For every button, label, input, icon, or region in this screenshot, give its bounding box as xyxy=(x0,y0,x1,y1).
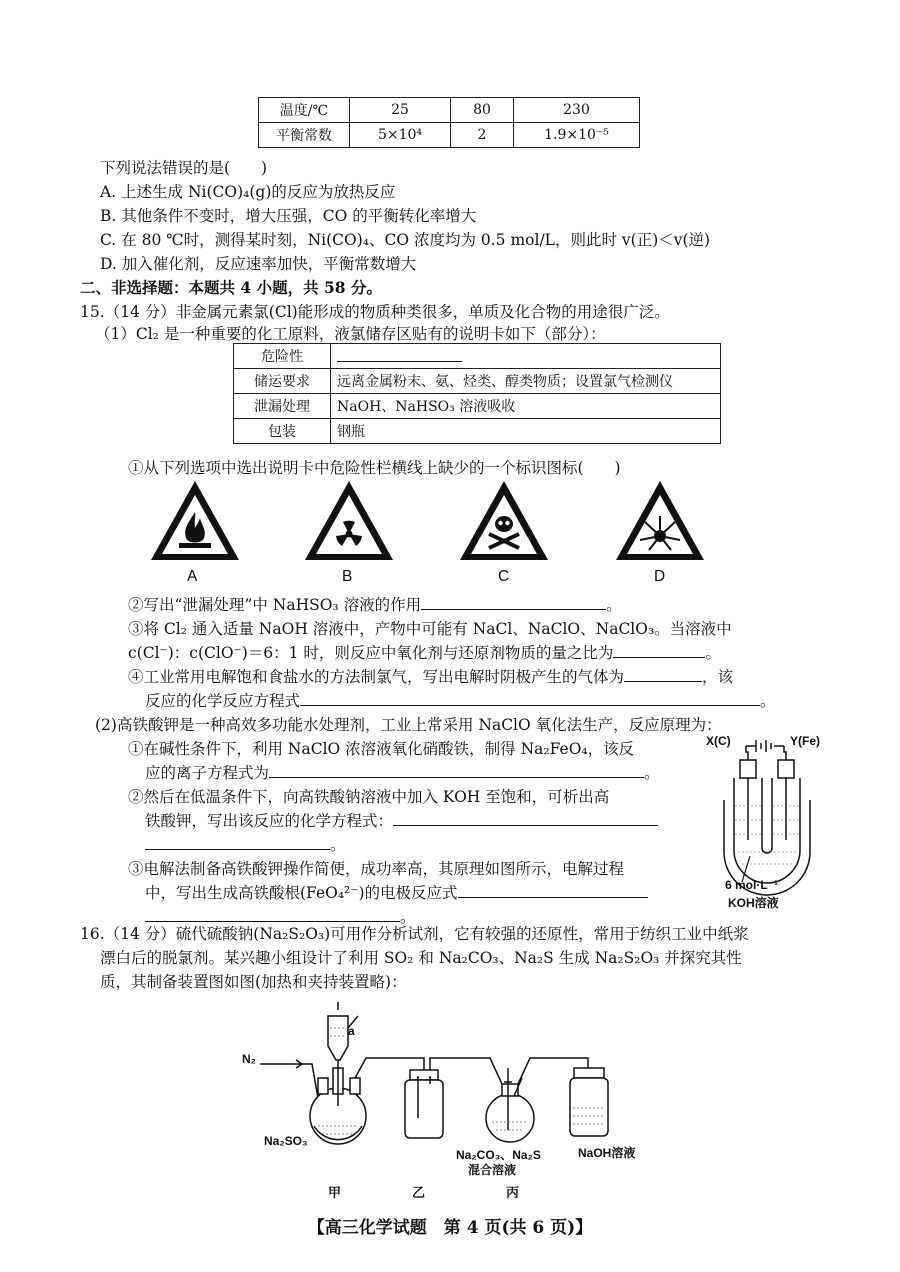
card-key: 危险性 xyxy=(234,344,331,369)
sub-question-text: ②写出“泄漏处理”中 NaHSO₃ 溶液的作用 xyxy=(128,596,422,614)
answer-blank[interactable] xyxy=(269,762,644,779)
card-value xyxy=(331,344,721,369)
equilibrium-constant-table xyxy=(258,97,640,148)
part2-sub3-line2 xyxy=(145,881,648,903)
part2-sub1-line2: 应的离子方程式为 。 xyxy=(145,761,660,783)
answer-blank[interactable] xyxy=(624,666,702,683)
table-cell: 230 xyxy=(514,98,640,123)
table-row xyxy=(234,419,721,444)
sub-question-3-line2: c(Cl⁻)：c(ClO⁻)＝6：1 时，则反应中氧化剂与还原剂物质的量之比为 。 xyxy=(128,641,721,663)
sub-question-text: 中，写出生成高铁酸根(FeO₄²⁻)的电极反应式 xyxy=(145,884,458,902)
sub-question-4-line2: 反应的化学反应方程式 。 xyxy=(145,689,776,711)
sub-question-4-line1 xyxy=(128,665,733,687)
option-c: C. 在 80 ℃时，测得某时刻，Ni(CO)₄、CO 浓度均为 0.5 mol/L，则此时 v(正)＜v(逆) xyxy=(100,231,711,249)
question-16-line3: 质，其制备装置图如图(加热和夹持装置略)： xyxy=(100,973,407,991)
table-row xyxy=(234,394,721,419)
table-cell: 温度/℃ xyxy=(259,98,350,123)
apparatus-bing-label: 丙 xyxy=(506,1185,520,1200)
card-value: 远离金属粉末、氨、烃类、醇类物质；设置氯气检测仪 xyxy=(331,369,721,394)
table-row xyxy=(234,344,721,369)
naoh-solution-label: NaOH溶液 xyxy=(578,1146,636,1160)
question-16-line2: 漂白后的脱氯剂。某兴趣小组设计了利用 SO₂ 和 Na₂CO₃、Na₂S 生成 Na₂S₂O₃ 并探究其性 xyxy=(100,949,742,967)
table-row xyxy=(259,123,640,148)
card-value: 钢瓶 xyxy=(331,419,721,444)
option-b: B. 其他条件不变时，增大压强，CO 的平衡转化率增大 xyxy=(100,207,477,225)
answer-blank[interactable] xyxy=(145,906,400,923)
answer-blank[interactable] xyxy=(145,834,330,851)
chlorine-info-card xyxy=(233,343,721,444)
mixed-solution-label: 混合溶液 xyxy=(468,1163,517,1177)
sub-question-text: 铁酸钾，写出该反应的化学方程式： xyxy=(145,812,394,830)
question-16-line1: 16.（14 分）硫代硫酸钠(Na₂S₂O₃)可用作分析试剂，它有较强的还原性，常用于纺织工业中纸浆 xyxy=(80,925,749,943)
question-15-part2: (2)高铁酸钾是一种高效多功能水处理剂，工业上常采用 NaClO 氧化法生产，反应原理为： xyxy=(95,716,722,734)
part2-sub3-line3: 。 xyxy=(145,905,416,927)
explosive-hazard-icon[interactable] xyxy=(613,478,707,564)
answer-blank[interactable] xyxy=(300,690,760,707)
funnel-a-label: a xyxy=(348,1024,355,1038)
sub-question-text: 应的离子方程式为 xyxy=(145,764,270,782)
apparatus-jia-label: 甲 xyxy=(328,1185,342,1200)
part2-sub3-line1: ③电解法制备高铁酸钾操作简便，成功率高，其原理如图所示，电解过程 xyxy=(128,860,625,878)
electrolyte-concentration: 6 mol·L⁻¹ xyxy=(725,878,778,892)
question-15-stem: 15.（14 分）非金属元素氯(Cl)能形成的物质种类很多，单质及化合物的用途很广泛。 xyxy=(80,303,670,321)
part2-sub2-line1: ②然后在低温条件下，向高铁酸钠溶液中加入 KOH 至饱和，可析出高 xyxy=(128,788,610,806)
card-value: NaOH、NaHSO₃ 溶液吸收 xyxy=(331,394,721,419)
toxic-skull-icon[interactable] xyxy=(457,478,551,564)
sub-question-text: c(Cl⁻)：c(ClO⁻)＝6：1 时，则反应中氧化剂与还原剂物质的量之比为 xyxy=(128,644,614,662)
electrolyte-name: KOH溶液 xyxy=(728,896,779,910)
flammable-hazard-icon[interactable] xyxy=(148,478,242,564)
sub-question-text: ④工业常用电解饱和食盐水的方法制氯气，写出电解时阴极产生的气体为 xyxy=(128,668,625,686)
radioactive-hazard-icon[interactable] xyxy=(302,478,396,564)
answer-blank[interactable] xyxy=(393,810,658,827)
answer-blank[interactable] xyxy=(458,882,648,899)
icon-label: C xyxy=(498,568,510,585)
icon-label: A xyxy=(187,568,198,585)
part2-sub2-line2 xyxy=(145,809,658,831)
table-cell: 25 xyxy=(350,98,451,123)
card-key: 泄漏处理 xyxy=(234,394,331,419)
sub-question-2: ②写出“泄漏处理”中 NaHSO₃ 溶液的作用 。 xyxy=(128,593,622,615)
electrolysis-u-tube-diagram xyxy=(710,740,820,885)
part2-sub1-line1: ①在碱性条件下，利用 NaClO 浓溶液氧化硝酸铁，制得 Na₂FeO₄，该反 xyxy=(128,740,635,758)
mixed-reagent-label: Na₂CO₃、Na₂S xyxy=(456,1148,541,1162)
question-stem: 下列说法错误的是( ) xyxy=(100,159,268,177)
electrode-x-label: X(C) xyxy=(706,734,731,748)
table-row xyxy=(234,369,721,394)
n2-inlet-label: N₂ xyxy=(242,1052,256,1066)
table-cell: 1.9×10⁻⁵ xyxy=(514,123,640,148)
part2-sub2-line3: 。 xyxy=(145,833,346,855)
question-15-part1: （1）Cl₂ 是一种重要的化工原料，液氯储存区贴有的说明卡如下（部分）： xyxy=(95,325,606,343)
option-d: D. 加入催化剂，反应速率加快，平衡常数增大 xyxy=(100,255,417,273)
answer-blank[interactable] xyxy=(337,347,462,362)
table-cell: 5×10⁴ xyxy=(350,123,451,148)
na2so3-label: Na₂SO₃ xyxy=(264,1134,308,1148)
sub-question-1: ①从下列选项中选出说明卡中危险性栏横线上缺少的一个标识图标( ) xyxy=(128,459,621,477)
icon-label: D xyxy=(654,568,666,585)
page-footer: 【高三化学试题 第 4 页(共 6 页)】 xyxy=(307,1218,593,1238)
option-a: A. 上述生成 Ni(CO)₄(g)的反应为放热反应 xyxy=(100,183,396,201)
card-key: 储运要求 xyxy=(234,369,331,394)
answer-blank[interactable] xyxy=(613,642,705,659)
section-heading: 二、非选择题：本题共 4 小题，共 58 分。 xyxy=(80,278,382,297)
electrode-y-label: Y(Fe) xyxy=(790,734,820,748)
table-cell: 80 xyxy=(451,98,514,123)
apparatus-yi-label: 乙 xyxy=(412,1185,426,1200)
sub-question-text: ，该 xyxy=(702,668,734,686)
answer-blank[interactable] xyxy=(421,594,606,611)
table-row xyxy=(259,98,640,123)
table-cell: 2 xyxy=(451,123,514,148)
sub-question-3-line1: ③将 Cl₂ 通入适量 NaOH 溶液中，产物中可能有 NaCl、NaClO、NaClO₃。当溶液中 xyxy=(128,620,732,638)
sub-question-text: 反应的化学反应方程式 xyxy=(145,692,301,710)
card-key: 包装 xyxy=(234,419,331,444)
icon-label: B xyxy=(342,568,353,585)
table-cell: 平衡常数 xyxy=(259,123,350,148)
